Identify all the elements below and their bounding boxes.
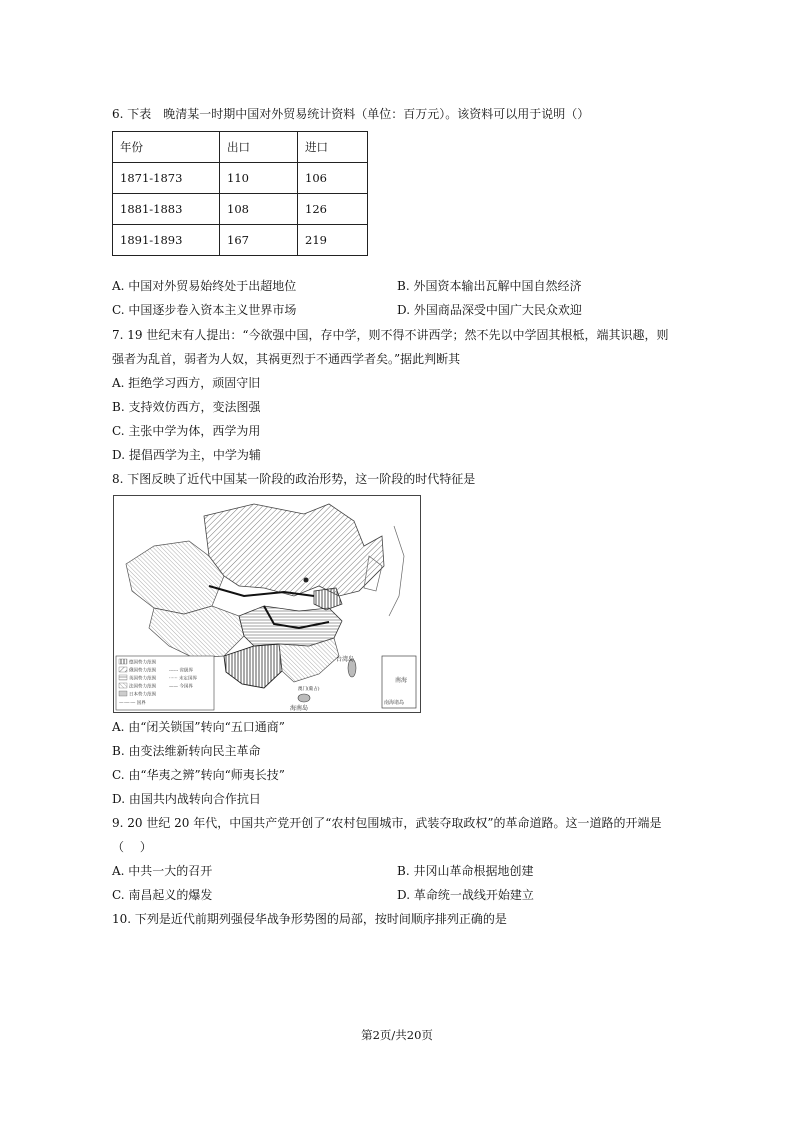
q8-option-a: A. 由“闭关锁国”转向“五口通商” [112, 720, 285, 734]
hainan-island [298, 694, 310, 702]
q10-stem: 10. 下列是近代前期列强侵华战争形势图的局部，按时间顺序排列正确的是 [112, 912, 507, 926]
q8-option-b: B. 由变法维新转向民主革命 [112, 744, 261, 758]
q8-option-c: C. 由“华夷之辨”转向“师夷长技” [112, 768, 285, 782]
map-drawing [114, 496, 420, 712]
spheres-of-influence-map [113, 495, 421, 713]
legend-item: ------ 省级界 [169, 668, 194, 674]
hainan-label: 海南岛 [290, 705, 309, 712]
page-footer: 第2页/共20页 [361, 1028, 433, 1042]
table-cell: 106 [298, 163, 368, 194]
table-cell: 1871-1873 [113, 163, 220, 194]
q8-option-d: D. 由国共内战转向合作抗日 [112, 792, 261, 806]
table-cell: 110 [220, 163, 298, 194]
south-sea-islands-label: 南海诸岛 [384, 700, 405, 706]
q7-option-d: D. 提倡西学为主，中学为辅 [112, 448, 261, 462]
q7-option-a: A. 拒绝学习西方，顽固守旧 [112, 376, 261, 390]
taiwan-label: 台湾岛 [336, 656, 355, 663]
q7-option-b: B. 支持效仿西方，变法图强 [112, 400, 261, 414]
legend-item: 德国势力范围 [129, 660, 156, 666]
q7-stem-line1: 7. 19 世纪末有人提出：“今欲强中国，存中学，则不得不讲西学；然不先以中学固其根柢，端其识趣，则 [112, 328, 669, 342]
legend-item: 法国势力范围 [129, 684, 156, 690]
table-cell: 108 [220, 194, 298, 225]
legend-item: 俄国势力范围 [129, 668, 156, 674]
q6-stem: 6. 下表 晚清某一时期中国对外贸易统计资料（单位：百万元）。该资料可以用于说明（） [112, 107, 590, 121]
table-header-row [113, 132, 368, 163]
q8-stem: 8. 下图反映了近代中国某一阶段的政治形势，这一阶段的时代特征是 [112, 472, 476, 486]
table-header-year: 年份 [113, 132, 220, 163]
legend-item: ······ 未定国界 [169, 676, 198, 682]
table-row [113, 194, 368, 225]
table-cell: 1891-1893 [113, 225, 220, 256]
q9-stem: 9. 20 世纪 20 年代，中国共产党开创了“农村包围城市，武装夺取政权”的革命道路。这一道路的开端是 [112, 816, 662, 830]
legend-item: —·—·— 国界 [119, 701, 146, 706]
q6-option-c: C. 中国逐步卷入资本主义世界市场 [112, 303, 297, 317]
russian-sphere-region [204, 504, 384, 596]
table-row [113, 225, 368, 256]
q6-option-b: B. 外国资本输出瓦解中国自然经济 [397, 279, 582, 293]
q9-option-d: D. 革命统一战线开始建立 [397, 888, 534, 902]
south-sea-label: 南海 [395, 677, 408, 684]
q6-option-d: D. 外国商品深受中国广大民众欢迎 [397, 303, 582, 317]
q9-option-c: C. 南昌起义的爆发 [112, 888, 213, 902]
legend-item: —— 今国界 [169, 684, 193, 690]
table-header-import: 进口 [298, 132, 368, 163]
tibet-region [149, 606, 244, 658]
legend-item: 日本势力范围 [129, 692, 156, 698]
french-sphere-region [224, 644, 282, 688]
table-cell: 219 [298, 225, 368, 256]
q9-answer-paren: （ ） [112, 840, 152, 854]
table-cell: 1881-1883 [113, 194, 220, 225]
q7-option-c: C. 主张中学为体，西学为用 [112, 424, 261, 438]
japan-outline [389, 526, 404, 616]
aomen-label: 澳门(葡占) [298, 687, 320, 692]
q9-option-a: A. 中共一大的召开 [112, 864, 213, 878]
legend-item: 英国势力范围 [129, 676, 156, 682]
q7-stem-line2: 强者为乱首，弱者为人奴，其祸更烈于不通西学者矣。”据此判断其 [112, 352, 461, 366]
table-cell: 167 [220, 225, 298, 256]
q9-option-b: B. 井冈山革命根据地创建 [397, 864, 534, 878]
table-row [113, 163, 368, 194]
trade-table [112, 131, 368, 256]
table-header-export: 出口 [220, 132, 298, 163]
capital-dot [304, 578, 309, 583]
q6-option-a: A. 中国对外贸易始终处于出超地位 [112, 279, 297, 293]
table-cell: 126 [298, 194, 368, 225]
